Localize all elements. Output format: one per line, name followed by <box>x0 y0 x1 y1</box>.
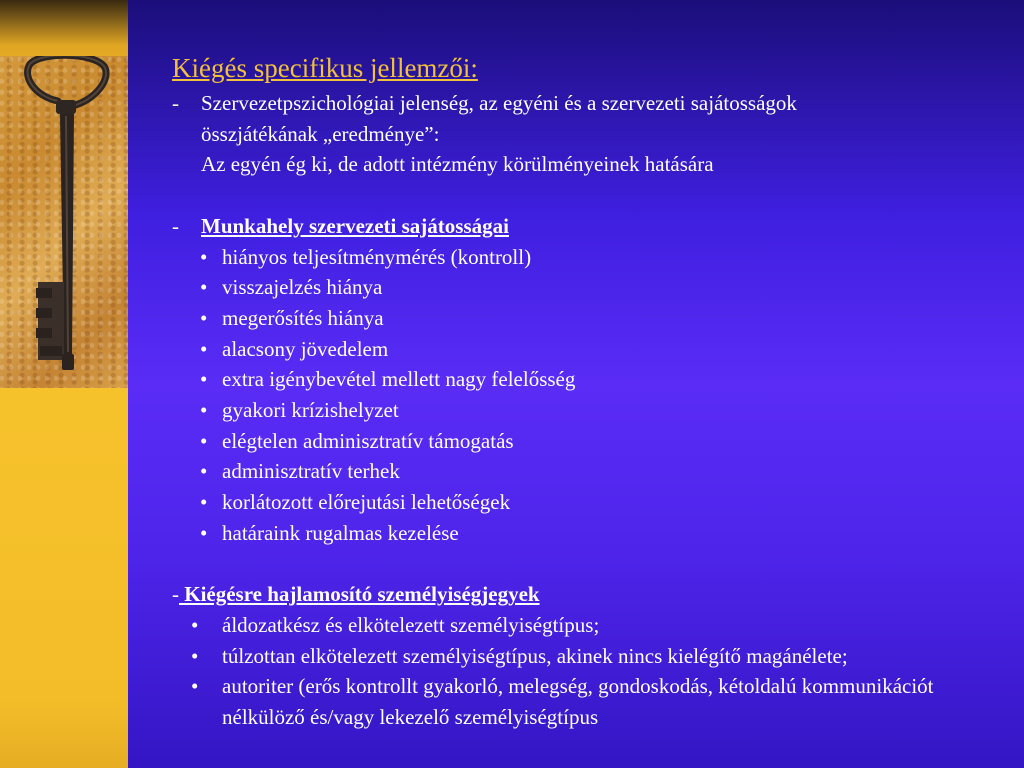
section-2-heading: Kiégésre hajlamosító személyiségjegyek <box>179 582 540 607</box>
intro-dash: - <box>172 91 179 115</box>
slide-title: Kiégés specifikus jellemzői: <box>172 53 478 83</box>
bullet-icon: • <box>200 305 208 330</box>
slide-content <box>172 50 992 733</box>
list-item: • gyakori krízishelyzet <box>172 395 992 426</box>
bullet-icon: • <box>200 367 208 392</box>
key-icon <box>0 56 128 388</box>
list-item: • megerősítés hiánya <box>172 303 992 334</box>
intro-block <box>172 88 992 180</box>
bullet-icon: • <box>200 520 208 545</box>
list-item: • határaink rugalmas kezelése <box>172 518 992 549</box>
list-item: • áldozatkész és elkötelezett személyiségtípus; <box>172 610 992 641</box>
bullet-icon: • <box>200 336 208 361</box>
list-item: • hiányos teljesítménymérés (kontroll) <box>172 242 992 273</box>
list-item: • visszajelzés hiánya <box>172 272 992 303</box>
key-photo <box>0 56 128 388</box>
section-1-heading: Munkahely szervezeti sajátosságai <box>201 213 509 238</box>
bullet-icon: • <box>200 428 208 453</box>
bullet-icon: • <box>200 459 208 484</box>
bullet-icon: • <box>200 275 208 300</box>
list-item: • alacsony jövedelem <box>172 334 992 365</box>
bullet-icon: • <box>191 612 199 637</box>
intro-line-3: Az egyén ég ki, de adott intézmény körülményeinek hatására <box>201 152 714 177</box>
section-workplace <box>172 211 992 549</box>
bullet-icon: • <box>191 674 199 699</box>
list-item: • extra igénybevétel mellett nagy felelősség <box>172 364 992 395</box>
intro-line-1: Szervezetpszichológiai jelenség, az egyéni és a szervezeti sajátosságok <box>201 91 797 115</box>
intro-line-2: összjátékának „eredménye”: <box>201 121 440 146</box>
list-item: • korlátozott előrejutási lehetőségek <box>172 487 992 518</box>
list-item: • túlzottan elkötelezett személyiségtípus, akinek nincs kielégítő magánélete; <box>172 641 871 672</box>
bullet-icon: • <box>200 490 208 515</box>
section-2-dash: - <box>172 582 179 607</box>
section-personality <box>172 579 992 733</box>
list-item: • elégtelen adminisztratív támogatás <box>172 426 992 457</box>
list-item: • autoriter (erős kontrollt gyakorló, melegség, gondoskodás, kétoldalú kommunikációt nélkülöző és/vagy lekezelő személyiségtípus <box>172 671 951 732</box>
section-1-dash: - <box>172 213 179 238</box>
list-item: • adminisztratív terhek <box>172 456 992 487</box>
bullet-icon: • <box>200 398 208 423</box>
bullet-icon: • <box>191 643 199 668</box>
bullet-icon: • <box>200 244 208 269</box>
